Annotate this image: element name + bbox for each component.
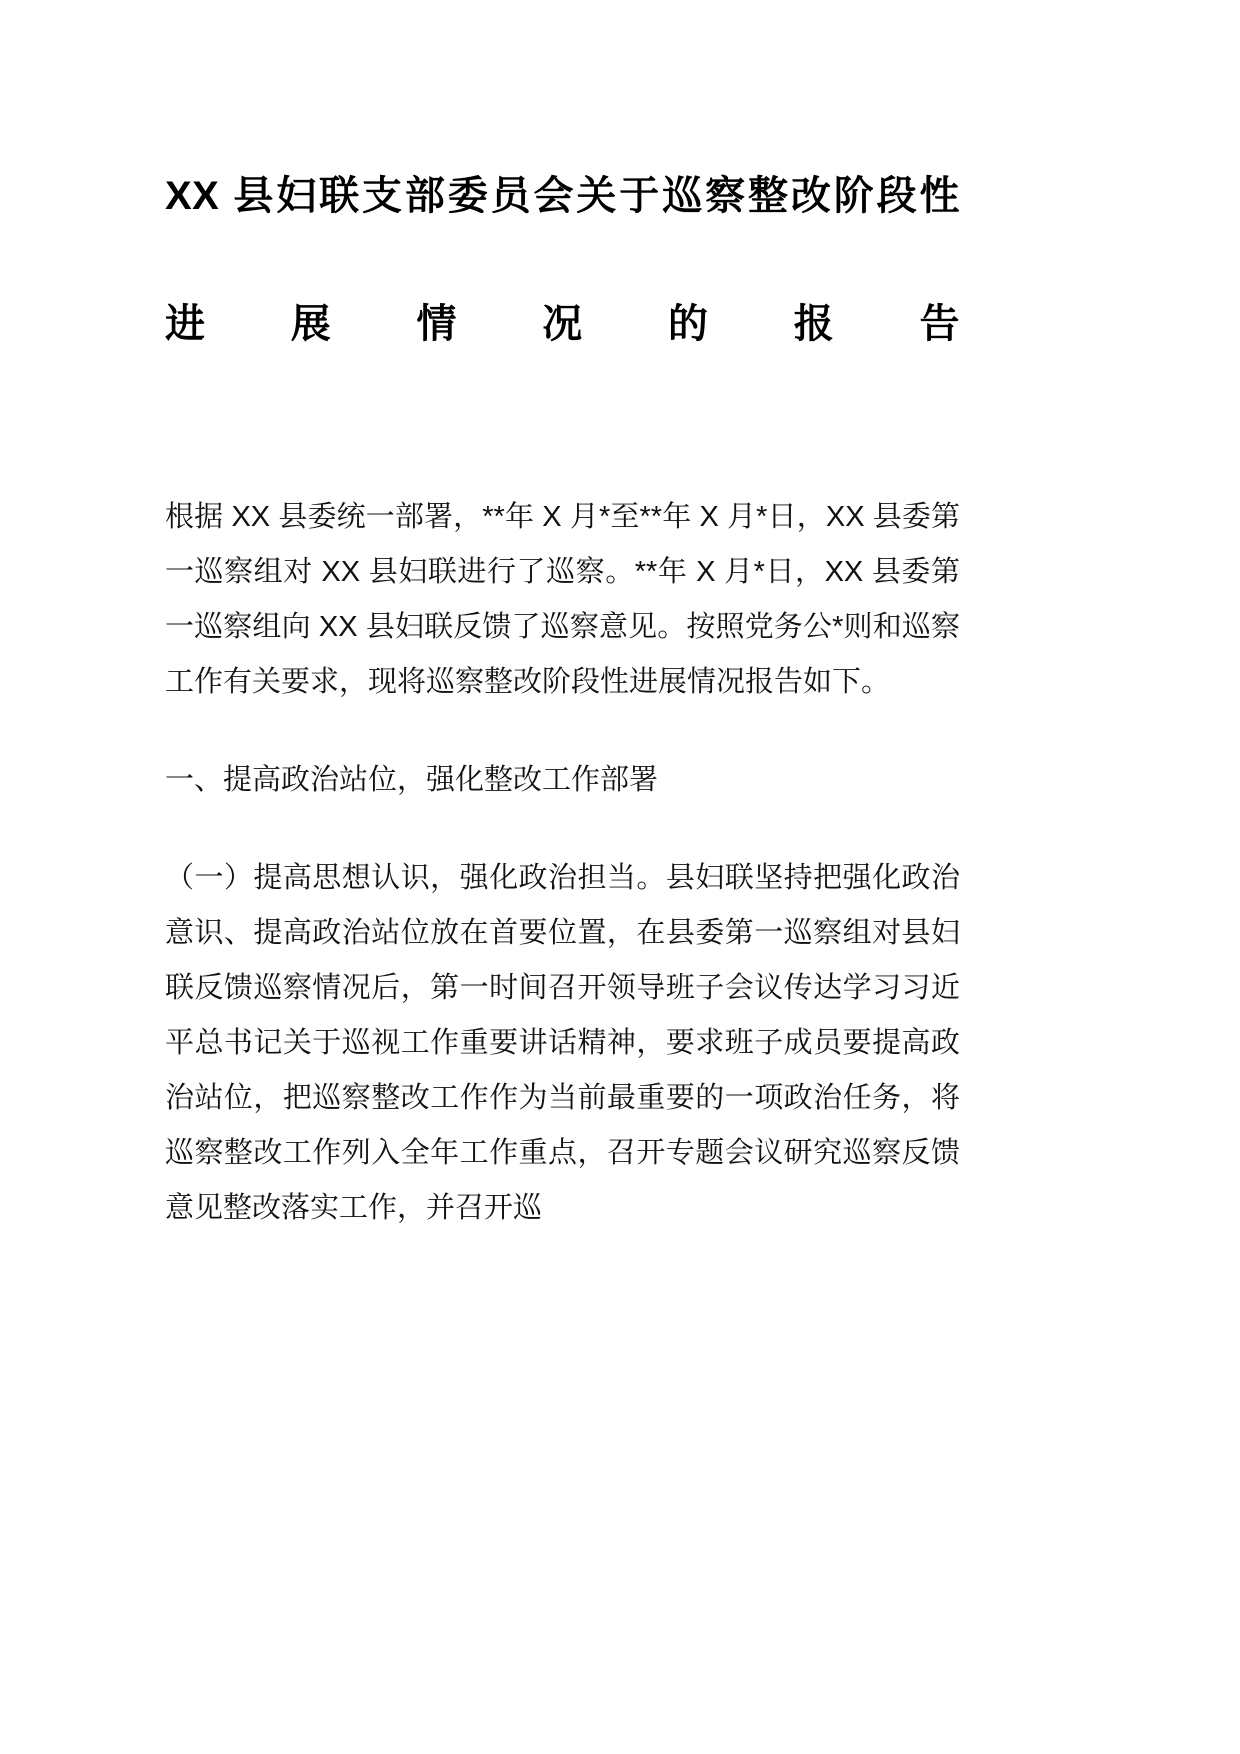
- section-heading-1: 一、提高政治站位，强化整改工作部署: [165, 764, 659, 796]
- document-title-line-1: XX 县妇联支部委员会关于巡察整改阶段性: [165, 174, 960, 218]
- document-title: [165, 0, 960, 344]
- document-body: [165, 490, 960, 1236]
- paragraph-subsection-1-1: （一）提高思想认识，强化政治担当。县妇联坚持把强化政治意识、提高政治站位放在首要位置，在县委第一巡察组对县妇联反馈巡察情况后，第一时间召开领导班子会议传达学习习近平总书记关于巡视工作重要讲话精神，要求班子成员要提高政治站位，把巡察整改工作作为当前最重要的一项政治任务，将巡察整改工作列入全年工作重点，召开专题会议研究巡察反馈意见整改落实工作，并召开巡: [165, 862, 960, 1224]
- document-title-line-2: 进展情况的报告: [165, 302, 960, 346]
- paragraph-opening: 根据 XX 县委统一部署，**年 X 月*至**年 X 月*日，XX 县委第一巡察组对 XX 县妇联进行了巡察。**年 X 月*日，XX 县委第一巡察组向 XX 县妇联反馈了巡察意见。按照党务公*则和巡察工作有关要求，现将巡察整改阶段性进展情况报告如下。: [165, 501, 960, 698]
- page-content: [165, 0, 960, 1236]
